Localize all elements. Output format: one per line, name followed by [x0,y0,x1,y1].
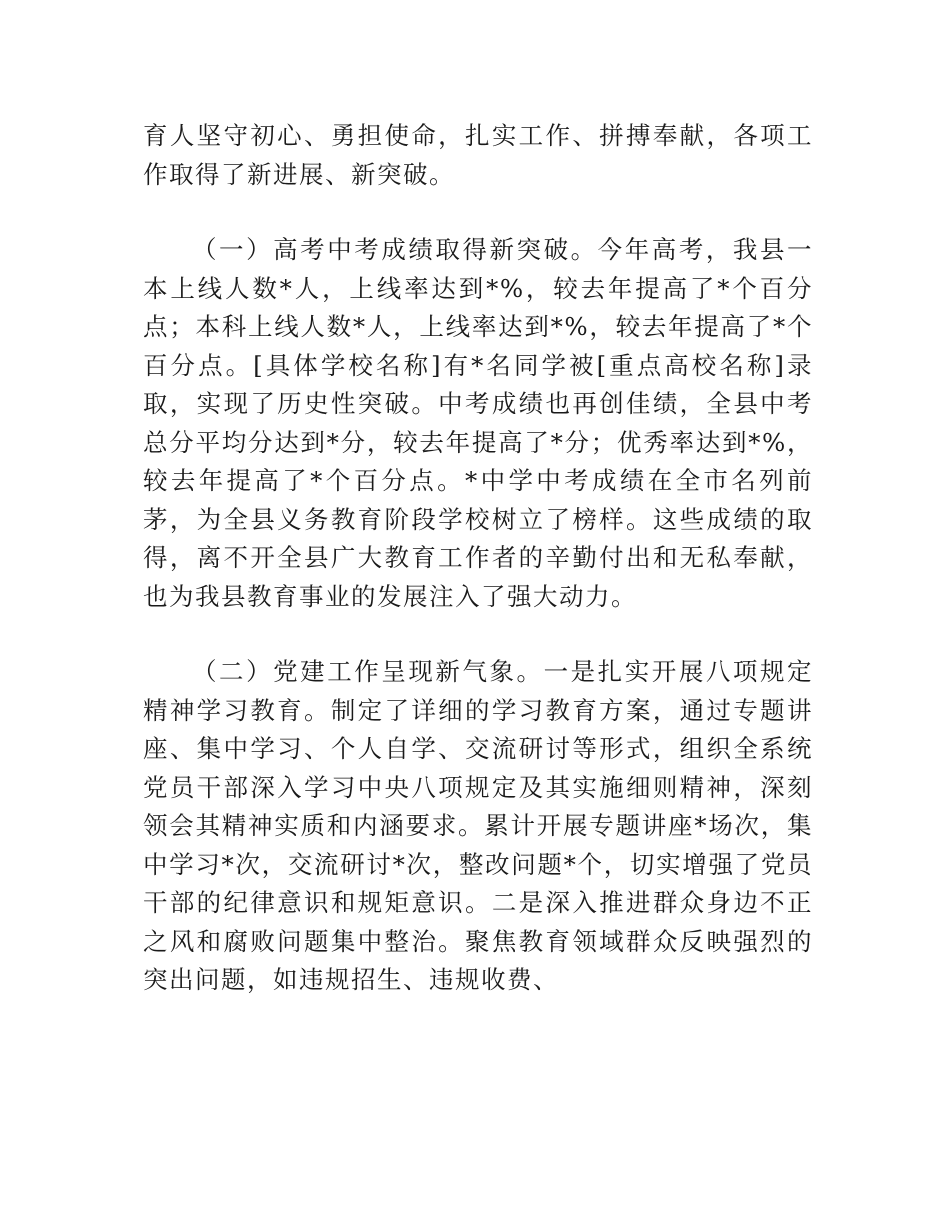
paragraph-intro: 育人坚守初心、勇担使命，扎实工作、拼搏奉献，各项工作取得了新进展、新突破。 [143,121,813,189]
document-body [143,117,813,1000]
paragraph-party-building: （二）党建工作呈现新气象。一是扎实开展八项规定精神学习教育。制定了详细的学习教育方案，通过专题讲座、集中学习、个人自学、交流研讨等形式，组织全系统党员干部深入学习中央八项规定及其实施细则精神，深刻领会其精神实质和内涵要求。累计开展专题讲座*场次，集中学习*次，交流研讨*次，整改问题*个，切实增强了党员干部的纪律意识和规矩意识。二是深入推进群众身边不正之风和腐败问题集中整治。聚焦教育领域群众反映强烈的突出问题，如违规招生、违规收费、 [143,657,813,994]
paragraph-exam-results: （一）高考中考成绩取得新突破。今年高考，我县一本上线人数*人，上线率达到*%，较去年提高了*个百分点；本科上线人数*人，上线率达到*%，较去年提高了*个百分点。[具体学校名称]有*名同学被[重点高校名称]录取，实现了历史性突破。中考成绩也再创佳绩，全县中考总分平均分达到*分，较去年提高了*分；优秀率达到*%，较去年提高了*个百分点。*中学中考成绩在全市名列前茅，为全县义务教育阶段学校树立了榜样。这些成绩的取得，离不开全县广大教育工作者的辛勤付出和无私奉献，也为我县教育事业的发展注入了强大动力。 [143,235,813,611]
paragraph-gap [143,616,813,653]
paragraph-gap [143,194,813,231]
